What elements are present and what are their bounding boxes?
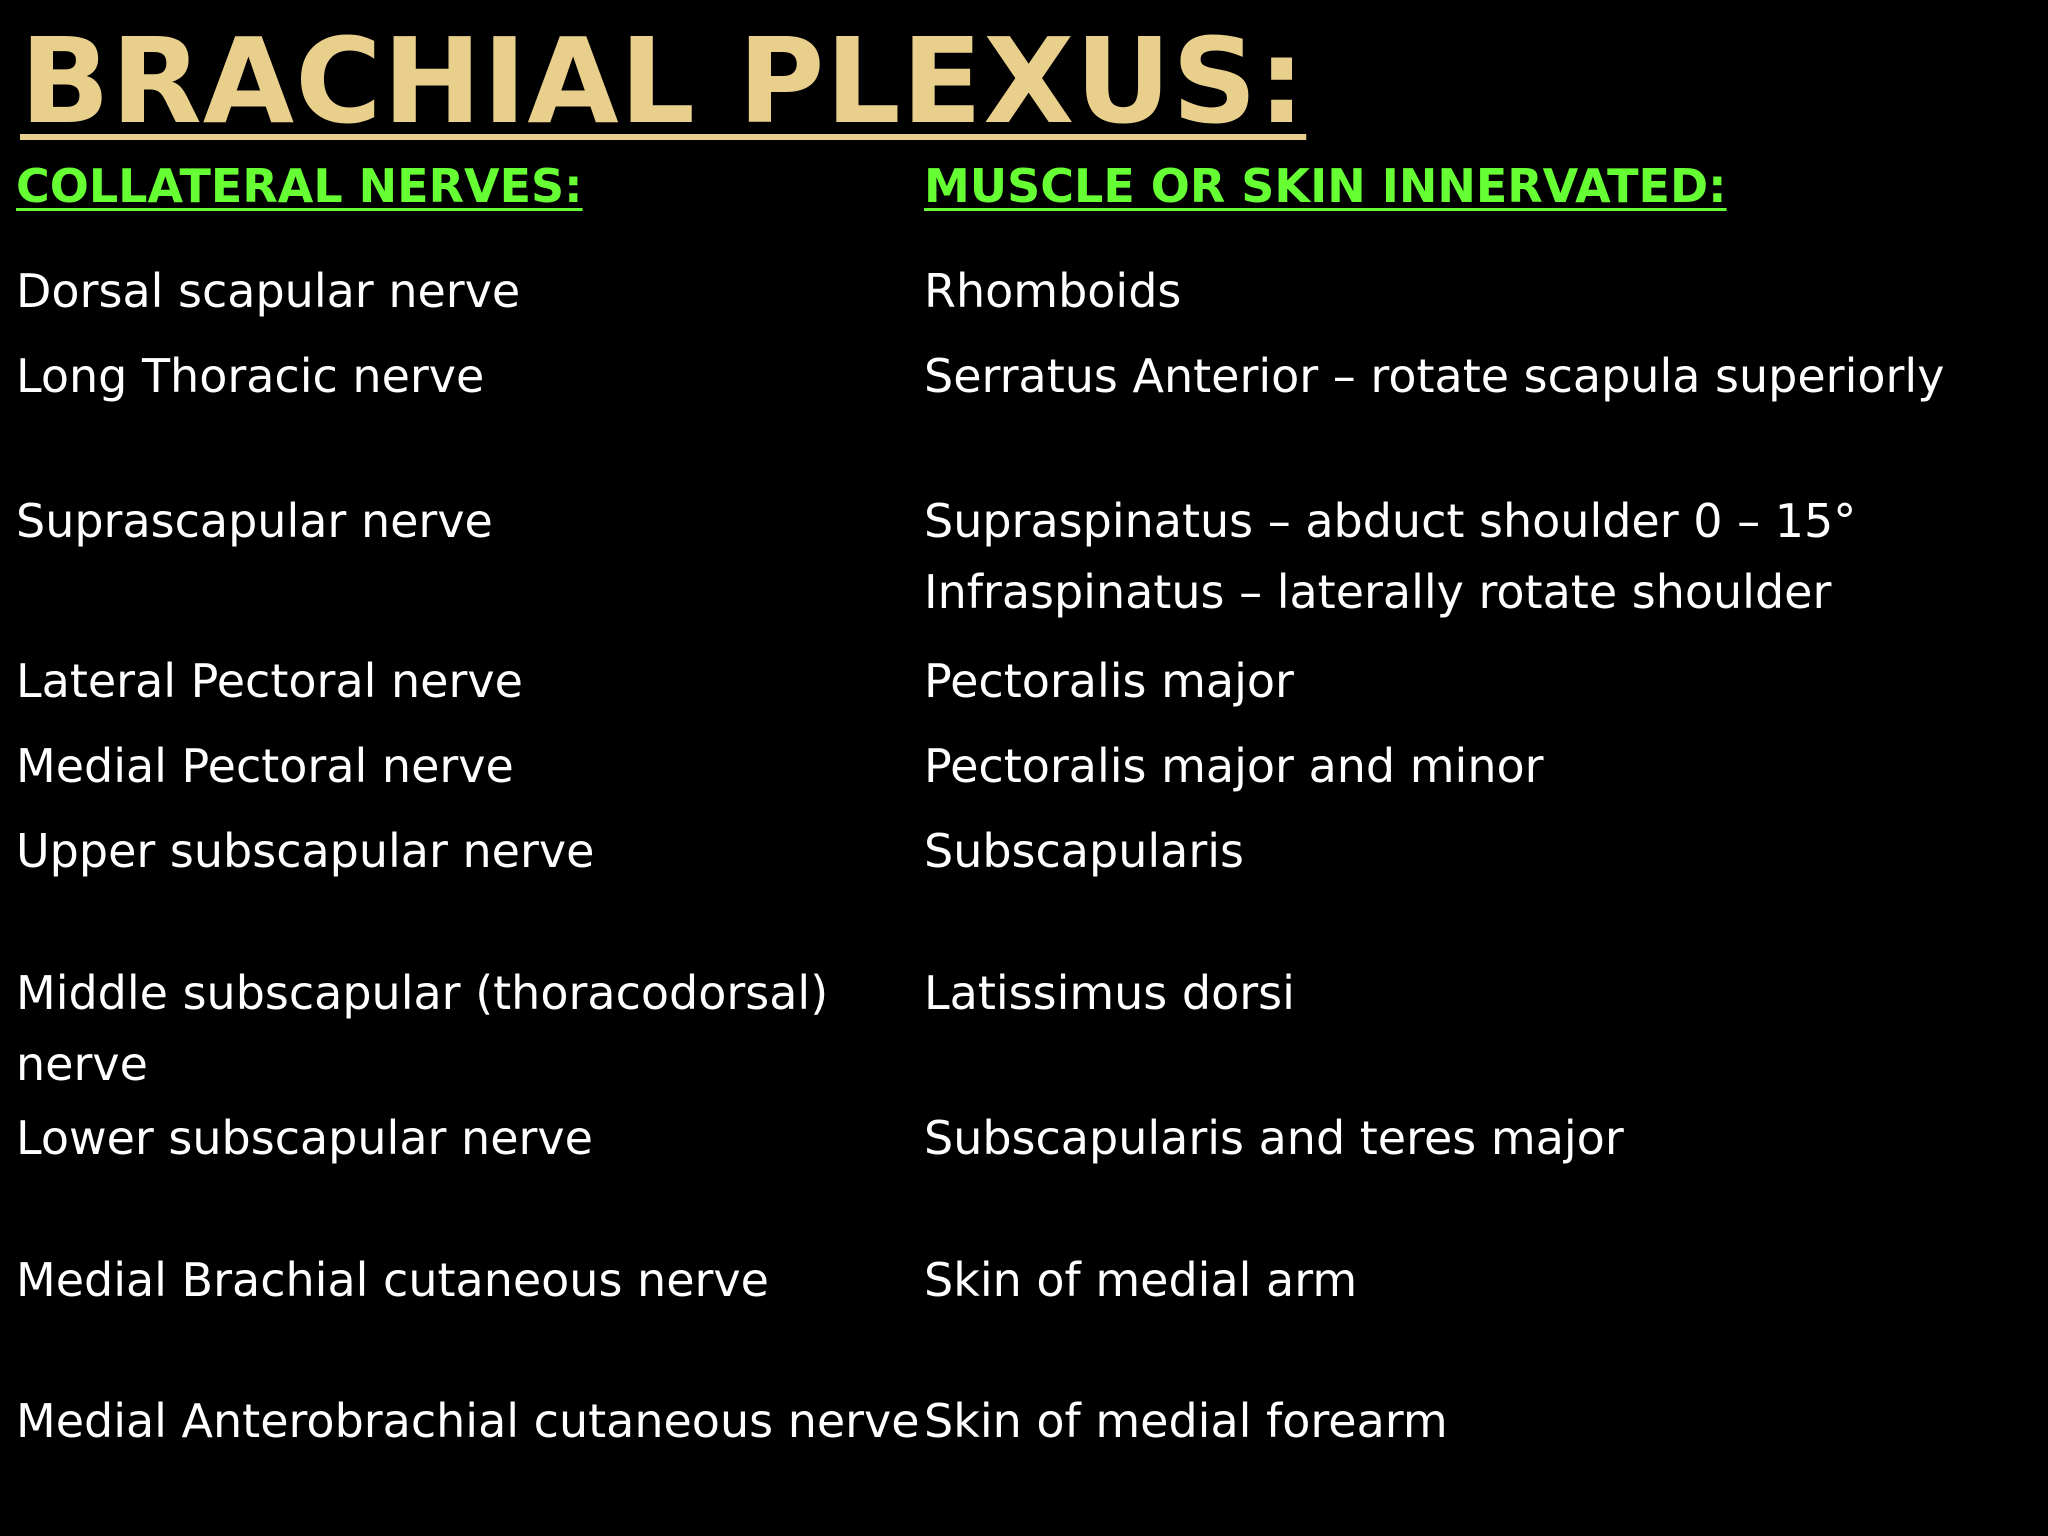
innervated-cell: Rhomboids [924,264,1182,318]
nerve-cell: Medial Brachial cutaneous nerve [16,1253,769,1307]
innervated-cell: Serratus Anterior – rotate scapula superiorly [924,349,1945,403]
nerve-cell: Suprascapular nerve [16,494,493,548]
innervated-cell: Pectoralis major [924,654,1294,708]
innervated-cell: Skin of medial arm [924,1253,1358,1307]
column-header-nerves: COLLATERAL NERVES: [16,159,583,213]
innervated-cell: Pectoralis major and minor [924,739,1544,793]
nerve-cell: Lower subscapular nerve [16,1111,593,1165]
innervated-cell-line-2: Infraspinatus – laterally rotate shoulder [924,565,1832,619]
slide-title: BRACHIAL PLEXUS: [20,12,1307,150]
innervated-cell: Supraspinatus – abduct shoulder 0 – 15° [924,494,1857,548]
innervated-cell: Subscapularis [924,824,1244,878]
column-header-innervated: MUSCLE OR SKIN INNERVATED: [924,159,1727,213]
nerve-cell: Medial Pectoral nerve [16,739,514,793]
innervated-cell: Latissimus dorsi [924,966,1295,1020]
nerve-cell: Lateral Pectoral nerve [16,654,523,708]
nerve-cell-line-2: nerve [16,1037,148,1091]
nerve-cell: Dorsal scapular nerve [16,264,521,318]
nerve-cell: Long Thoracic nerve [16,349,485,403]
nerve-cell: Upper subscapular nerve [16,824,595,878]
nerve-cell: Middle subscapular (thoracodorsal) [16,966,829,1020]
innervated-cell: Subscapularis and teres major [924,1111,1624,1165]
innervated-cell: Skin of medial forearm [924,1394,1448,1448]
nerve-cell: Medial Anterobrachial cutaneous nerve [16,1394,920,1448]
